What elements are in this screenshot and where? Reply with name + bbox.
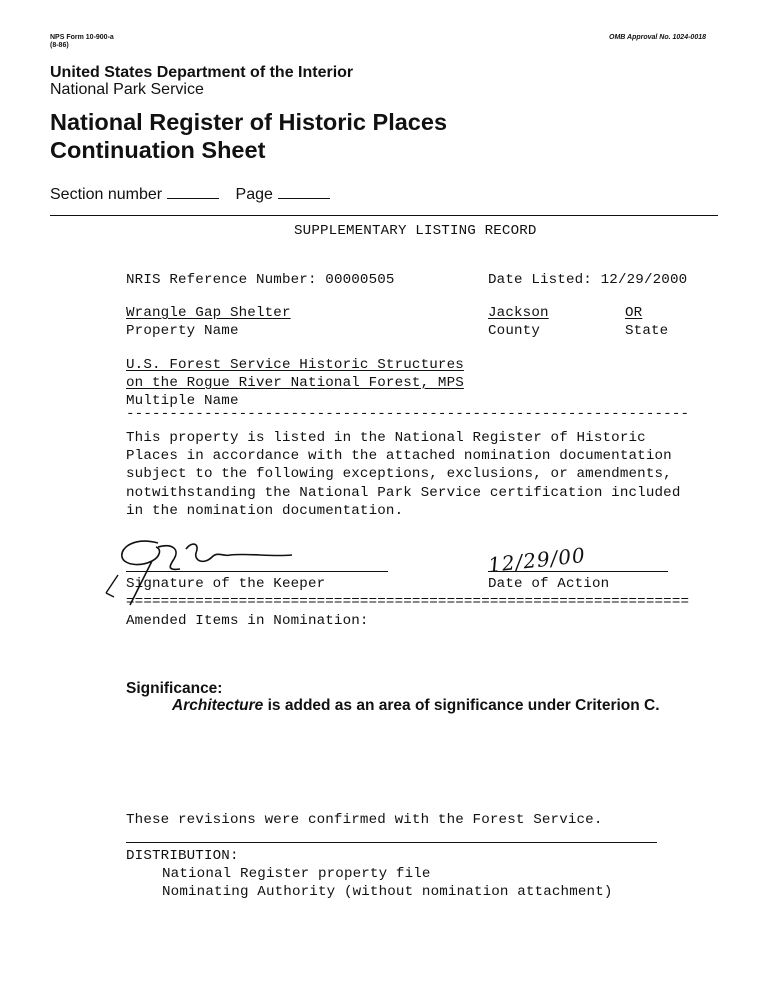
- form-number-text: NPS Form 10-900-a: [50, 34, 114, 41]
- distribution-divider: [126, 842, 657, 843]
- form-title-line2: Continuation Sheet: [50, 137, 266, 163]
- statement-line: notwithstanding the National Park Service certification included: [126, 484, 681, 501]
- statement-line: This property is listed in the National Register of Historic: [126, 430, 646, 446]
- header-divider: [50, 215, 718, 216]
- significance-term: Architecture: [172, 697, 264, 714]
- page-label: Page: [235, 186, 273, 203]
- page-number-blank: [278, 197, 330, 199]
- county-value: Jackson: [488, 305, 549, 321]
- state-value: OR: [625, 305, 643, 321]
- omb-approval: OMB Approval No. 1024-0018: [609, 34, 706, 41]
- section-number-blank: [167, 197, 219, 199]
- date-listed-label: Date Listed:: [488, 272, 592, 288]
- nris-value: 00000505: [325, 272, 395, 288]
- nris-label: NRIS Reference Number:: [126, 272, 317, 288]
- dashed-separator: -----------------------------------------------------------------: [126, 406, 690, 422]
- property-name-label: Property Name: [126, 323, 239, 339]
- statement-line: Places in accordance with the attached nomination documentation: [126, 448, 672, 465]
- distribution-item: National Register property file: [162, 866, 431, 882]
- form-number: [50, 34, 114, 50]
- listing-statement: [126, 429, 681, 520]
- multiple-name-line2: on the Rogue River National Forest, MPS: [126, 375, 464, 391]
- distribution-label: DISTRIBUTION:: [126, 848, 239, 864]
- multiple-name-line1: U.S. Forest Service Historic Structures: [126, 357, 464, 373]
- form-title: [50, 108, 447, 164]
- department-name: United States Department of the Interior: [50, 64, 354, 81]
- form-title-line1: National Register of Historic Places: [50, 109, 448, 135]
- statement-line: in the nomination documentation.: [126, 502, 404, 519]
- property-name-value: Wrangle Gap Shelter: [126, 305, 291, 321]
- nris-reference: [126, 272, 395, 288]
- form-date-text: (8-86): [50, 42, 69, 49]
- double-separator: =================================================================: [126, 594, 690, 610]
- confirmation-text: These revisions were confirmed with the Forest Service.: [126, 812, 603, 828]
- amended-items-label: Amended Items in Nomination:: [126, 613, 369, 629]
- county-label: County: [488, 323, 540, 339]
- distribution-item: Nominating Authority (without nomination attachment): [162, 884, 613, 900]
- record-heading: SUPPLEMENTARY LISTING RECORD: [294, 223, 537, 239]
- state-label: State: [625, 323, 669, 339]
- statement-line: subject to the following exceptions, exclusions, or amendments,: [126, 466, 672, 483]
- multiple-name-label: Multiple Name: [126, 393, 239, 409]
- date-listed: [488, 272, 687, 288]
- date-of-action-handwritten: 12/29/00: [487, 542, 587, 578]
- significance-statement: is added as an area of significance under Criterion C.: [263, 697, 660, 714]
- signature-label: Signature of the Keeper: [126, 576, 326, 592]
- date-listed-value: 12/29/2000: [600, 272, 688, 288]
- distribution-block: [126, 847, 613, 901]
- significance-heading: Significance:: [126, 680, 223, 697]
- significance-text: [172, 697, 660, 715]
- section-number-label: Section number: [50, 186, 163, 203]
- date-of-action-label: Date of Action: [488, 576, 610, 592]
- section-page-line: [50, 186, 334, 204]
- service-name: National Park Service: [50, 81, 204, 98]
